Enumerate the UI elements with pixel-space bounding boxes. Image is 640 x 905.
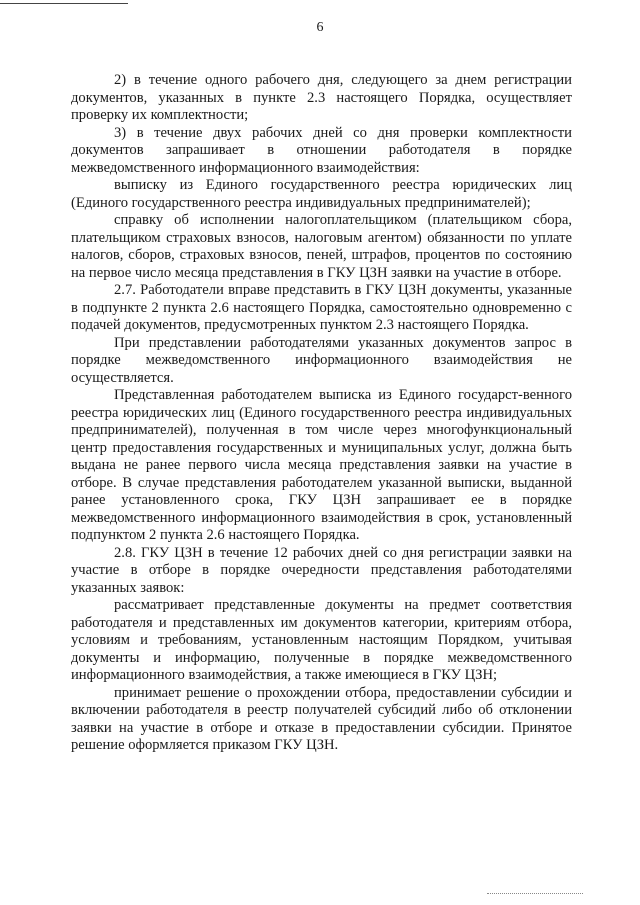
paragraph-tax-certificate: справку об исполнении налогоплательщиком (плательщиком сбора, плательщиком страховых взносов, налоговым агентом) обязанности по уплате налогов, сборов, страховых взносов, пеней, штрафов, процентов по состоянию на первое число месяца представления в ГКУ ЦЗН заявки на участие в отборе. <box>71 212 572 281</box>
paragraph-section-2-7: 2.7. Работодатели вправе представить в ГКУ ЦЗН документы, указанные в подпункте 2 пункта 2.6 настоящего Порядка, самостоятельно одновременно с подачей документов, предусмотренных пунктом 2.3 настоящего Порядка. <box>71 282 572 333</box>
paragraph-extract-request: выписку из Единого государственного реестра юридических лиц (Единого государственного реестра индивидуальных предпринимателей); <box>71 177 572 211</box>
paragraph-no-request: При представлении работодателями указанных документов запрос в порядке межведомственного информационного взаимодействия не осуществляется. <box>71 334 572 386</box>
page-number: 6 <box>316 20 324 35</box>
paragraph-decision: принимает решение о прохождении отбора, предоставлении субсидии и включении работодателя в реестр получателей субсидий либо об отклонении заявки на участие в отборе и отказе в предоставлении субсидии. Принятое решение оформляется приказом ГКУ ЦЗН. <box>71 684 572 753</box>
paragraph-section-2-8: 2.8. ГКУ ЦЗН в течение 12 рабочих дней со дня регистрации заявки на участие в отборе в порядке очередности представления работодателями указанных заявок: <box>71 544 572 596</box>
document-body <box>71 72 572 755</box>
paragraph-extract-validity: Представленная работодателем выписка из Единого государст-венного реестра юридических лиц (Единого государственного реестра индивидуальных предпринимателей), полученная в том числе через многофункциональный центр предоставления государственных и муниципальных услуг, должна быть выдана не ранее первого числа месяца представления заявки на участие в отборе. В случае представления работодателем указанной выписки, выданной ранее установленного срока, ГКУ ЦЗН запрашивает ее в порядке межведомственного информационного взаимодействия в срок, установленный подпунктом 2 пункта 2.6 настоящего Порядка. <box>71 387 572 543</box>
scan-edge-line <box>0 3 128 4</box>
paragraph-review-documents: рассматривает представленные документы на предмет соответствия работодателя и представленных им документов категории, критериям отбора, условиям и требованиям, установленным настоящим Порядком, учитывая документы и информацию, полученные в порядке межведомственного информационного взаимодействия, а также имеющиеся в ГКУ ЦЗН; <box>71 597 572 683</box>
paragraph-subitem-2: 2) в течение одного рабочего дня, следующего за днем регистрации документов, указанных в пункте 2.3 настоящего Порядка, осуществляет проверку их комплектности; <box>71 72 572 123</box>
paragraph-subitem-3: 3) в течение двух рабочих дней со дня проверки комплектности документов запрашивает в отношении работодателя в порядке межведомственного информационного взаимодействия: <box>71 124 572 176</box>
scan-edge-dots <box>487 893 583 894</box>
